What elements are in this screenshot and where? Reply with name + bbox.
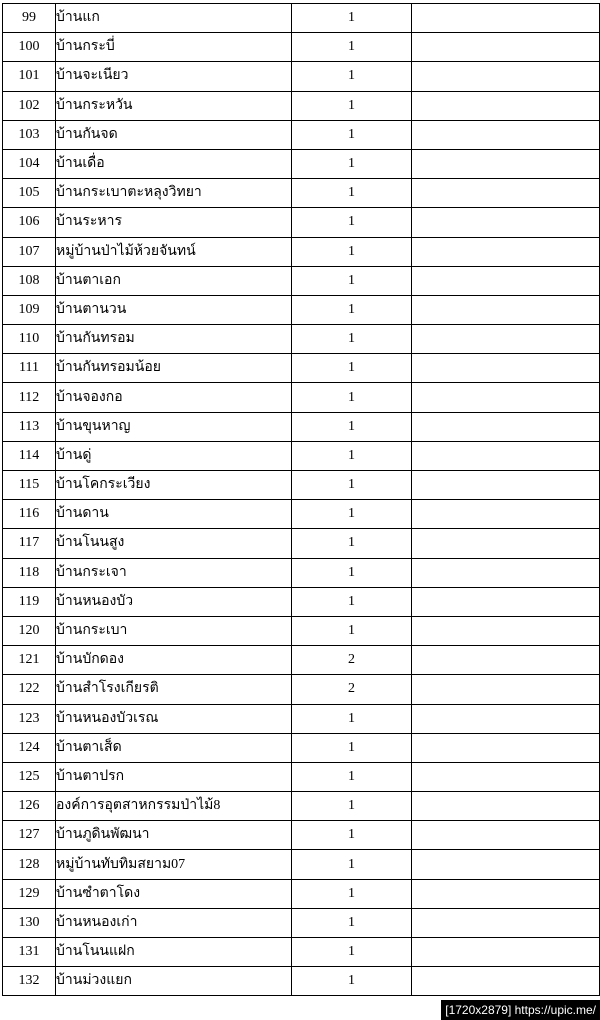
school-name-cell: บ้านตานวน [56,295,292,324]
school-name-cell: บ้านขุนหาญ [56,412,292,441]
table-row [3,821,600,850]
table-row [3,33,600,62]
row-number-cell: 107 [3,237,56,266]
note-cell [412,471,600,500]
note-cell [412,704,600,733]
table-row [3,354,600,383]
table-row [3,792,600,821]
school-name-cell: บ้านโนนแฝก [56,938,292,967]
count-cell: 1 [292,938,412,967]
note-cell [412,879,600,908]
count-cell: 1 [292,412,412,441]
row-number-cell: 124 [3,733,56,762]
upic-watermark: [1720x2879] https://upic.me/ [441,1000,600,1020]
row-number-cell: 123 [3,704,56,733]
row-number-cell: 111 [3,354,56,383]
row-number-cell: 119 [3,587,56,616]
table-row [3,587,600,616]
table-row [3,879,600,908]
row-number-cell: 113 [3,412,56,441]
note-cell [412,383,600,412]
note-cell [412,179,600,208]
row-number-cell: 126 [3,792,56,821]
note-cell [412,325,600,354]
school-name-cell: บ้านจะเนียว [56,62,292,91]
school-name-cell: บ้านกันทรอมน้อย [56,354,292,383]
note-cell [412,500,600,529]
count-cell: 1 [292,558,412,587]
school-name-cell: บ้านหนองบัว [56,587,292,616]
table-row [3,295,600,324]
note-cell [412,938,600,967]
count-cell: 1 [292,762,412,791]
table-row [3,967,600,996]
row-number-cell: 106 [3,208,56,237]
school-name-cell: บ้านโนนสูง [56,529,292,558]
school-name-cell: บ้านตาเอก [56,266,292,295]
count-cell: 1 [292,266,412,295]
table-row [3,616,600,645]
count-cell: 1 [292,529,412,558]
count-cell: 1 [292,383,412,412]
table-row [3,441,600,470]
note-cell [412,733,600,762]
row-number-cell: 127 [3,821,56,850]
note-cell [412,558,600,587]
count-cell: 1 [292,149,412,178]
note-cell [412,529,600,558]
row-number-cell: 122 [3,675,56,704]
note-cell [412,33,600,62]
count-cell: 1 [292,179,412,208]
table-row [3,383,600,412]
count-cell: 1 [292,354,412,383]
count-cell: 1 [292,295,412,324]
count-cell: 1 [292,908,412,937]
count-cell: 2 [292,646,412,675]
count-cell: 1 [292,704,412,733]
table-row [3,733,600,762]
row-number-cell: 109 [3,295,56,324]
row-number-cell: 131 [3,938,56,967]
school-name-cell: บ้านกระหวัน [56,91,292,120]
note-cell [412,675,600,704]
row-number-cell: 132 [3,967,56,996]
note-cell [412,62,600,91]
count-cell: 1 [292,821,412,850]
school-name-cell: บ้านจองกอ [56,383,292,412]
count-cell: 2 [292,675,412,704]
school-name-cell: บ้านแก [56,4,292,33]
school-name-cell: บ้านดาน [56,500,292,529]
school-name-cell: บ้านตาเส็ด [56,733,292,762]
school-name-cell: บ้านภูดินพัฒนา [56,821,292,850]
count-cell: 1 [292,120,412,149]
table-row [3,120,600,149]
school-name-cell: หมู่บ้านทับทิมสยาม07 [56,850,292,879]
table-row [3,675,600,704]
count-cell: 1 [292,733,412,762]
note-cell [412,266,600,295]
school-name-cell: บ้านกระเจา [56,558,292,587]
note-cell [412,91,600,120]
school-name-cell: บ้านกระบี่ [56,33,292,62]
row-number-cell: 125 [3,762,56,791]
count-cell: 1 [292,91,412,120]
table-row [3,471,600,500]
count-cell: 1 [292,4,412,33]
count-cell: 1 [292,208,412,237]
count-cell: 1 [292,500,412,529]
school-name-cell: บ้านกระเบาตะหลุงวิทยา [56,179,292,208]
school-name-cell: บ้านเดื่อ [56,149,292,178]
row-number-cell: 112 [3,383,56,412]
row-number-cell: 130 [3,908,56,937]
table-row [3,529,600,558]
table-row [3,704,600,733]
row-number-cell: 116 [3,500,56,529]
table-row [3,558,600,587]
table-row [3,208,600,237]
note-cell [412,237,600,266]
table-row [3,91,600,120]
note-cell [412,850,600,879]
row-number-cell: 104 [3,149,56,178]
row-number-cell: 128 [3,850,56,879]
school-name-cell: หมู่บ้านป่าไม้ห้วยจันทน์ [56,237,292,266]
school-name-cell: บ้านกันทรอม [56,325,292,354]
row-number-cell: 99 [3,4,56,33]
note-cell [412,354,600,383]
note-cell [412,646,600,675]
row-number-cell: 120 [3,616,56,645]
table-body [3,4,600,996]
table-row [3,179,600,208]
school-name-cell: บ้านม่วงแยก [56,967,292,996]
row-number-cell: 100 [3,33,56,62]
row-number-cell: 117 [3,529,56,558]
table-row [3,762,600,791]
row-number-cell: 114 [3,441,56,470]
note-cell [412,295,600,324]
note-cell [412,821,600,850]
row-number-cell: 121 [3,646,56,675]
note-cell [412,967,600,996]
table-row [3,62,600,91]
count-cell: 1 [292,62,412,91]
table-row [3,412,600,441]
count-cell: 1 [292,967,412,996]
school-name-cell: บ้านซำตาโดง [56,879,292,908]
table-row [3,646,600,675]
note-cell [412,208,600,237]
table-row [3,237,600,266]
school-name-cell: บ้านตาปรก [56,762,292,791]
row-number-cell: 103 [3,120,56,149]
table-row [3,266,600,295]
table-row [3,149,600,178]
note-cell [412,4,600,33]
count-cell: 1 [292,587,412,616]
count-cell: 1 [292,792,412,821]
row-number-cell: 110 [3,325,56,354]
school-list-table [2,3,600,996]
count-cell: 1 [292,33,412,62]
note-cell [412,412,600,441]
count-cell: 1 [292,441,412,470]
note-cell [412,616,600,645]
school-name-cell: บ้านกันจด [56,120,292,149]
note-cell [412,762,600,791]
count-cell: 1 [292,237,412,266]
row-number-cell: 108 [3,266,56,295]
note-cell [412,908,600,937]
table-row [3,908,600,937]
table-row [3,850,600,879]
table-row [3,500,600,529]
row-number-cell: 105 [3,179,56,208]
school-name-cell: บ้านดู่ [56,441,292,470]
row-number-cell: 115 [3,471,56,500]
table-row [3,325,600,354]
note-cell [412,587,600,616]
note-cell [412,792,600,821]
school-name-cell: บ้านระหาร [56,208,292,237]
table-row [3,4,600,33]
row-number-cell: 101 [3,62,56,91]
count-cell: 1 [292,471,412,500]
school-name-cell: บ้านสำโรงเกียรติ [56,675,292,704]
school-name-cell: บ้านหนองเก่า [56,908,292,937]
note-cell [412,441,600,470]
school-name-cell: บ้านโคกระเวียง [56,471,292,500]
school-name-cell: องค์การอุตสาหกรรมป่าไม้8 [56,792,292,821]
row-number-cell: 129 [3,879,56,908]
count-cell: 1 [292,616,412,645]
row-number-cell: 118 [3,558,56,587]
row-number-cell: 102 [3,91,56,120]
count-cell: 1 [292,325,412,354]
note-cell [412,120,600,149]
school-name-cell: บ้านหนองบัวเรณ [56,704,292,733]
note-cell [412,149,600,178]
count-cell: 1 [292,850,412,879]
count-cell: 1 [292,879,412,908]
school-list-table-container [2,3,599,999]
school-name-cell: บ้านกระเบา [56,616,292,645]
table-row [3,938,600,967]
school-name-cell: บ้านบักดอง [56,646,292,675]
